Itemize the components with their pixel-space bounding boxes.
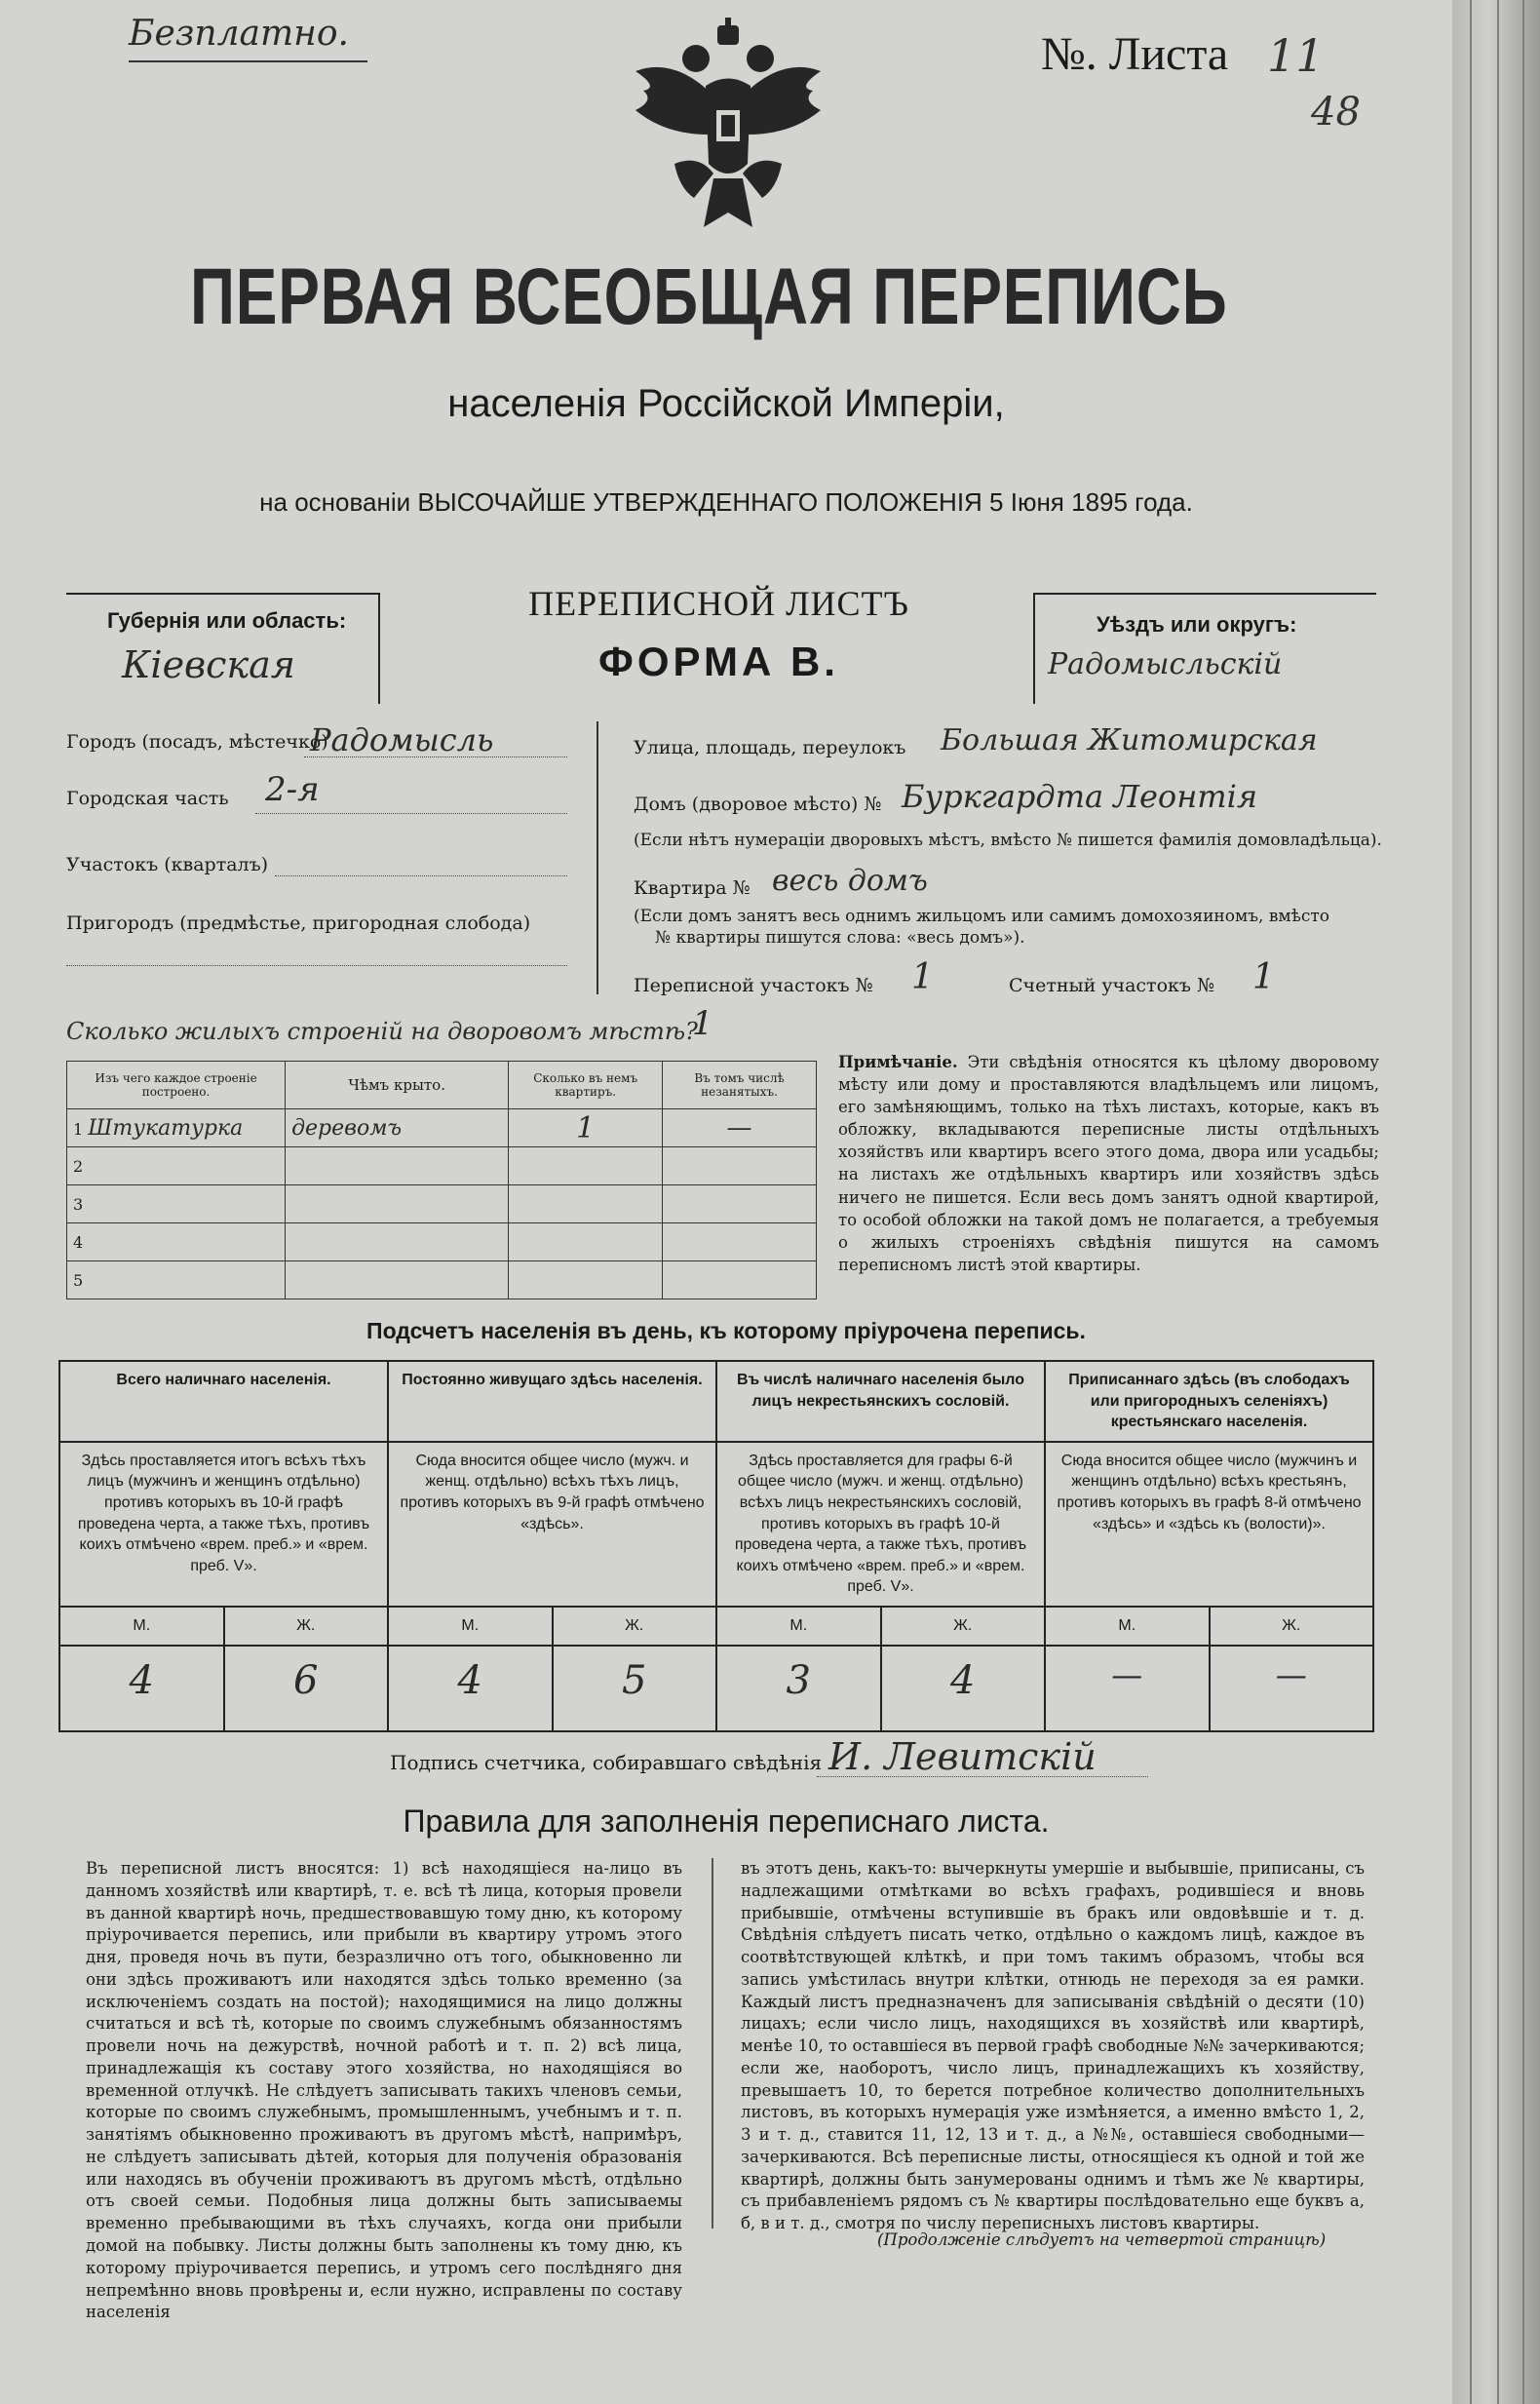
page-edge xyxy=(1452,0,1540,2404)
pop-head-nonpeasant: Въ числѣ наличнаго населенія было лицъ некрестьянскихъ сословій. xyxy=(716,1361,1045,1442)
free-label: Безплатно. xyxy=(129,14,349,54)
signature-line xyxy=(817,1776,1148,1777)
city-value[interactable]: Радомысль xyxy=(310,721,494,758)
pop-head-peasant: Приписаннаго здѣсь (въ слободахъ или пригородныхъ селеніяхъ) крестьянскаго населенія. xyxy=(1045,1361,1373,1442)
row-vacant[interactable] xyxy=(663,1185,817,1223)
row-roof[interactable] xyxy=(286,1223,509,1261)
precinct-label: Участокъ (кварталъ) xyxy=(66,854,269,875)
row-roof[interactable] xyxy=(286,1147,509,1185)
pop-m-label: М. xyxy=(716,1607,881,1646)
form-name: ФОРМА В. xyxy=(598,639,839,684)
suburb-label: Пригородъ (предмѣстье, пригородная слобода) xyxy=(66,912,531,934)
row-apartments[interactable]: 1 xyxy=(509,1109,663,1147)
province-label: Губернія или область: xyxy=(107,608,347,633)
row-apartments[interactable] xyxy=(509,1223,663,1261)
pop-desc-peasant: Сюда вносится общее число (мужчинъ и женщинъ отдѣльно) всѣхъ крестьянъ, противъ которыхъ въ графѣ 8-й отмѣчено «здѣсь» и «здѣсь къ (волости)». xyxy=(1045,1442,1373,1607)
census-area-label: Переписной участокъ № xyxy=(634,975,873,996)
precinct-line[interactable] xyxy=(275,875,567,876)
sheet-number-value: 11 xyxy=(1267,29,1325,82)
row-number: 2 xyxy=(67,1147,286,1185)
pop-peasant-male[interactable]: — xyxy=(1045,1646,1210,1731)
census-title: ПЕРВАЯ ВСЕОБЩАЯ ПЕРЕПИСЬ xyxy=(190,252,1228,341)
pop-nonpeasant-male[interactable]: 3 xyxy=(716,1646,881,1731)
rules-title: Правила для заполненія переписнаго листа. xyxy=(403,1803,1050,1839)
district-label: Уѣздъ или округъ: xyxy=(1097,612,1297,637)
pop-head-permanent: Постоянно живущаго здѣсь населенія. xyxy=(388,1361,716,1442)
pop-permanent-male[interactable]: 4 xyxy=(388,1646,553,1731)
pop-head-total: Всего наличнаго населенія. xyxy=(59,1361,388,1442)
pop-f-label: Ж. xyxy=(553,1607,717,1646)
row-apartments[interactable] xyxy=(509,1147,663,1185)
rules-continued: (Продолженіе слѣдуетъ на четвертой страницѣ) xyxy=(877,2230,1327,2249)
buildings-note-title: Примѣчаніе. xyxy=(838,1053,958,1071)
city-part-label: Городская часть xyxy=(66,788,229,809)
house-label: Домъ (дворовое мѣсто) № xyxy=(634,794,882,815)
pop-f-label: Ж. xyxy=(224,1607,389,1646)
row-vacant[interactable] xyxy=(663,1147,817,1185)
row-roof[interactable] xyxy=(286,1261,509,1299)
table-row xyxy=(67,1109,817,1147)
population-title: Подсчетъ населенія въ день, къ которому пріурочена перепись. xyxy=(366,1318,1086,1343)
pop-total-female[interactable]: 6 xyxy=(224,1646,389,1731)
pop-f-label: Ж. xyxy=(1210,1607,1374,1646)
buildings-header-vacant: Въ томъ числѣ незанятыхъ. xyxy=(663,1062,817,1109)
census-area-value[interactable]: 1 xyxy=(911,957,934,997)
buildings-header-apartments: Сколько въ немъ квартиръ. xyxy=(509,1062,663,1109)
signature-label: Подпись счетчика, собиравшаго свѣдѣнія xyxy=(390,1751,823,1774)
apartment-note-1: (Если домъ занятъ весь однимъ жильцомъ или самимъ домохозяиномъ, вмѣсто xyxy=(634,907,1330,926)
province-value[interactable]: Кіевская xyxy=(122,643,295,686)
rules-left-column: Въ переписной листъ вносятся: 1) всѣ находящіеся на-лицо въ данномъ хозяйствѣ или квартирѣ, т. е. всѣ тѣ лица, которыя провели въ данной квартирѣ ночь, предшествовавшую тому дню, къ которому пріурочивается перепись, или прибыли въ квартиру утромъ этого дня, проведя ночь въ пути, безразлично отъ того, обыкновенно ли они здѣсь проживаютъ или находятся здѣсь только временно (за исключеніемъ создать на постой); находящимися на лицо должны считаться и всѣ тѣ, которые по своимъ служебнымъ обязанностямъ провели ночь на дежурствѣ, ночной работѣ и т. п. 2) всѣ лица, принадлежащія къ составу этого хозяйства, но находящіяся во временной отлучкѣ. Не слѣдуетъ записывать такихъ членовъ семьи, которые по своимъ служебнымъ, промышленнымъ, учебнымъ и т. п. занятіямъ обыкновенно проживаютъ въ другомъ мѣстѣ, напримѣръ, не слѣдуетъ записывать дѣтей, которыя для полученія образованія или находясь въ обученіи проживаютъ въ другомъ мѣстѣ, отдѣльно отъ своей семьи. Подобныя лица должны быть записываемы временно пребывающими въ тѣхъ случаяхъ, когда они прибыли домой на побывку. Листы должны быть заполнены къ тому дню, къ которому пріурочивается перепись, и утромъ сего послѣдняго дня непремѣнно вновь провѣрены и, если нужно, исправлены по составу населенія xyxy=(86,1859,682,2322)
suburb-line[interactable] xyxy=(66,965,567,966)
census-subtitle: населенія Россійской Имперіи, xyxy=(447,382,1005,425)
sheet-number-label: №. Листа xyxy=(1041,28,1229,80)
buildings-note xyxy=(838,1051,1379,1276)
pop-desc-permanent: Сюда вносится общее число (мужч. и женщ. отдѣльно) всѣхъ тѣхъ лицъ, противъ которыхъ въ 9-й графѣ отмѣчено «здѣсь». xyxy=(388,1442,716,1607)
city-part-line xyxy=(255,813,567,814)
row-vacant[interactable] xyxy=(663,1261,817,1299)
pop-desc-total: Здѣсь проставляется итогъ всѣхъ тѣхъ лицъ (мужчинъ и женщинъ отдѣльно) противъ которыхъ въ 10-й графѣ проведена черта, а также тѣхъ, противъ коихъ отмѣчено «врем. преб.» и «врем. преб. V». xyxy=(59,1442,388,1607)
address-divider xyxy=(597,721,598,994)
pop-desc-nonpeasant: Здѣсь проставляется для графы 6-й общее число (мужч. и женщ. отдѣльно) всѣхъ лицъ некрестьянскихъ сословій, противъ которыхъ въ графѣ 10-й проведена черта, а также тѣхъ, противъ коихъ отмѣчено «врем. преб.» и «врем. преб. V». xyxy=(716,1442,1045,1607)
apartment-value[interactable]: весь домъ xyxy=(772,864,928,898)
population-table xyxy=(58,1360,1374,1732)
pop-m-label: М. xyxy=(1045,1607,1210,1646)
row-vacant[interactable] xyxy=(663,1223,817,1261)
row-apartments[interactable] xyxy=(509,1261,663,1299)
street-value[interactable]: Большая Житомирская xyxy=(941,723,1318,757)
city-line xyxy=(304,756,567,757)
row-number: 3 xyxy=(67,1185,286,1223)
row-apartments[interactable] xyxy=(509,1185,663,1223)
buildings-question: Сколько жилыхъ строеній на дворовомъ мѣстѣ? xyxy=(66,1018,698,1045)
pop-m-label: М. xyxy=(388,1607,553,1646)
pop-f-label: Ж. xyxy=(881,1607,1046,1646)
count-area-label: Счетный участокъ № xyxy=(1009,975,1214,996)
pop-nonpeasant-female[interactable]: 4 xyxy=(881,1646,1046,1731)
row-number: 1 xyxy=(73,1119,84,1139)
row-number: 5 xyxy=(67,1261,286,1299)
free-underline xyxy=(129,60,367,62)
district-value[interactable]: Радомысльскій xyxy=(1048,647,1283,681)
buildings-table xyxy=(66,1061,817,1299)
rules-right-column: въ этотъ день, какъ-то: вычеркнуты умершіе и выбывшіе, приписаны, съ надлежащими отмѣтками во всѣхъ графахъ, родившіеся и вновь прибывшіе, отмѣчены вступившіе въ бракъ или овдовѣвшіе и т. д. Свѣдѣнія слѣдуетъ писать четко, отдѣльно о каждомъ лицѣ, каждое въ соотвѣтствующей клѣткѣ, и при томъ такимъ образомъ, чтобы вся запись умѣстилась внутри клѣтки, отнюдь не переходя за ея рамки. Каждый листъ предназначенъ для записыванія свѣдѣній о десяти (10) лицахъ; если число лицъ, находящихся въ хозяйствѣ или квартирѣ, менѣе 10, то оставшіеся въ первой графѣ свободные №№ зачеркиваются; если же, наоборотъ, число лицъ, принадлежащихъ къ хозяйству, превышаетъ 10, то берется потребное количество дополнительныхъ листовъ, въ которыхъ нумерація уже измѣняется, а именно вмѣсто 1, 2, 3 и т. д., ставится 11, 12, 13 и т. д., а №№, оставшіеся свободными—зачеркиваются. Всѣ переписные листы, относящіеся къ одной и той же квартирѣ, должны быть занумерованы однимъ и тѣмъ же № квартиры, съ прибавленіемъ рядомъ съ № квартиры послѣдовательно еще буквъ а, б, в и т. д., смотря по числу переписныхъ листовъ квартиры. xyxy=(741,1859,1365,2233)
imperial-eagle-icon xyxy=(616,18,840,242)
house-note: (Если нѣтъ нумераціи дворовыхъ мѣстъ, вмѣсто № пишется фамилія домовладѣльца). xyxy=(634,831,1382,850)
buildings-header-roof: Чѣмъ крыто. xyxy=(286,1062,509,1109)
apartment-label: Квартира № xyxy=(634,877,751,899)
buildings-note-text: Эти свѣдѣнія относятся къ цѣлому дворовому мѣсту или дому и проставляются владѣльцемъ или лицомъ, его замѣняющимъ, только на тѣхъ листахъ, которые, какъ въ обложку, вкладываются переписные листы отдѣльныхъ хозяйствъ или квартиръ всего этого дома, двора или усадьбы; на листахъ же отдѣльныхъ квартиръ или хозяйствъ здѣсь ничего не пишется. Если весь домъ занятъ одной квартирой, то особой обложки на такой домъ не полагается, а требуемыя о жилыхъ строеніяхъ свѣдѣнія пишутся на самомъ переписномъ листѣ этой квартиры. xyxy=(838,1053,1379,1274)
row-roof[interactable] xyxy=(286,1185,509,1223)
sheet-title: ПЕРЕПИСНОЙ ЛИСТЪ xyxy=(528,584,909,623)
buildings-answer[interactable]: 1 xyxy=(692,1004,713,1043)
row-roof[interactable]: деревомъ xyxy=(286,1109,509,1147)
table-row xyxy=(67,1185,817,1223)
census-basis: на основаніи ВЫСОЧАЙШЕ УТВЕРЖДЕННАГО ПОЛОЖЕНІЯ 5 Іюня 1895 года. xyxy=(259,487,1193,517)
signature-value[interactable]: И. Левитскій xyxy=(828,1735,1097,1778)
pop-m-label: М. xyxy=(59,1607,224,1646)
pop-permanent-female[interactable]: 5 xyxy=(553,1646,717,1731)
table-row xyxy=(67,1261,817,1299)
pop-peasant-female[interactable]: — xyxy=(1210,1646,1374,1731)
table-row xyxy=(67,1223,817,1261)
row-vacant[interactable]: — xyxy=(663,1109,817,1147)
apartment-note-2: № квартиры пишутся слова: «весь домъ»). xyxy=(655,928,1025,948)
city-label: Городъ (посадъ, мѣстечко) xyxy=(66,731,328,753)
street-label: Улица, площадь, переулокъ xyxy=(634,737,906,758)
row-number: 4 xyxy=(67,1223,286,1261)
table-row xyxy=(67,1147,817,1185)
rules-divider xyxy=(712,1858,713,2229)
row-material[interactable]: Штукатурка xyxy=(88,1115,244,1141)
house-value[interactable]: Буркгардта Леонтія xyxy=(902,778,1258,815)
city-part-value[interactable]: 2-я xyxy=(265,770,320,809)
count-area-value[interactable]: 1 xyxy=(1252,957,1275,997)
pop-total-male[interactable]: 4 xyxy=(59,1646,224,1731)
sheet-number-extra: 48 xyxy=(1311,90,1361,135)
buildings-header-material: Изъ чего каждое строеніе построено. xyxy=(67,1062,286,1109)
